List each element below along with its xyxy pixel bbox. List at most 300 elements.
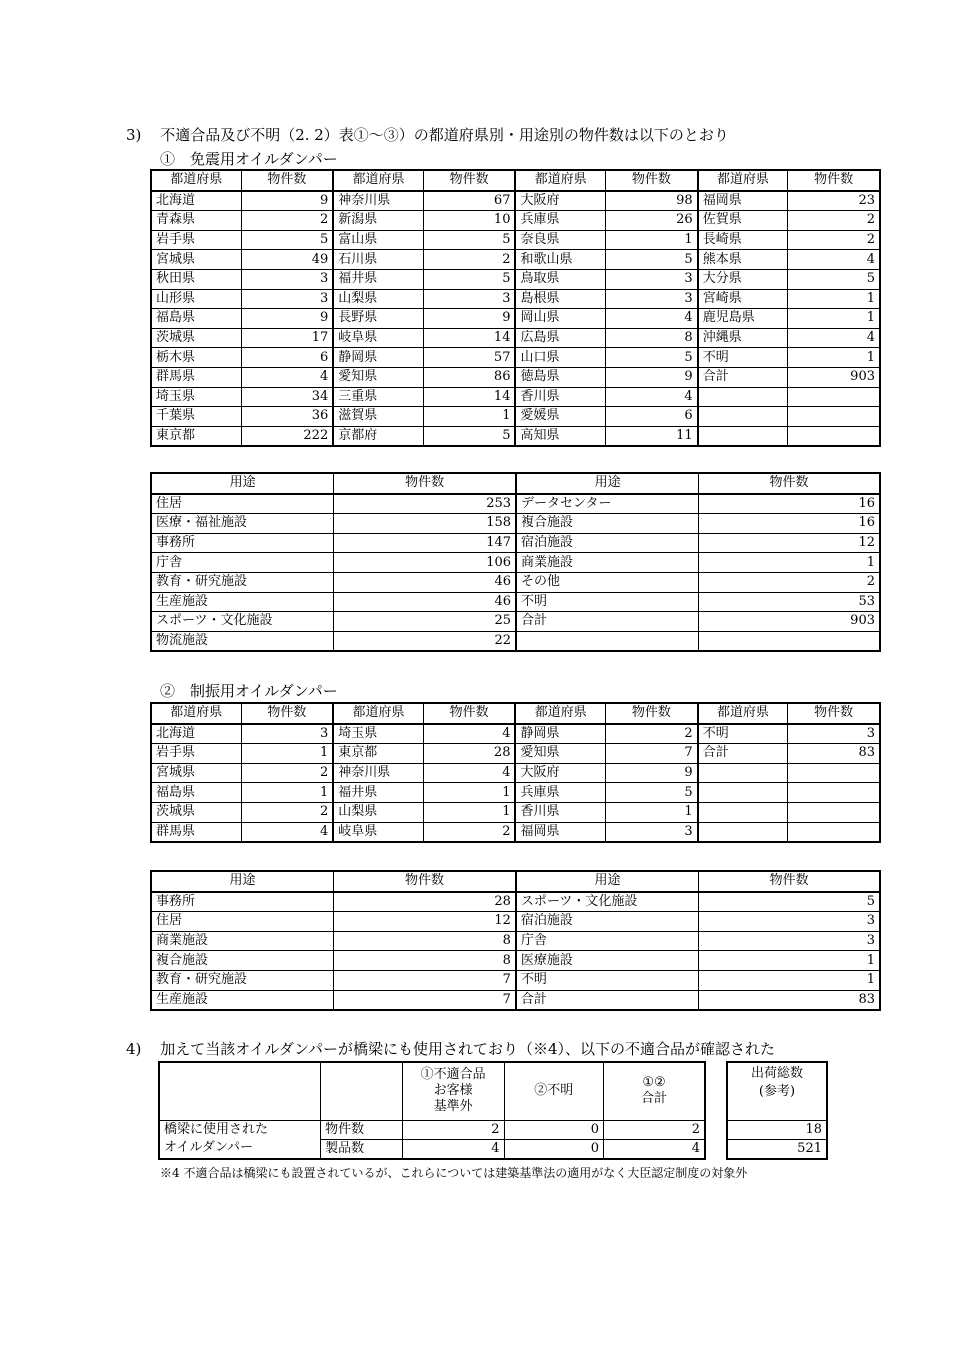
header-shipment: [727, 1062, 827, 1120]
value-cell: 2: [604, 1120, 705, 1139]
count-cell: 4: [788, 250, 880, 270]
table-row: [151, 269, 880, 289]
label-cell: 不明: [698, 724, 788, 744]
label-cell: 福島県: [151, 783, 241, 803]
count-cell: 14: [423, 387, 515, 407]
label-cell: 鹿児島県: [698, 309, 788, 329]
label-cell: 住居: [151, 494, 334, 514]
count-cell: 1: [241, 744, 333, 764]
table-row: [151, 494, 880, 514]
label-cell: スポーツ・文化施設: [516, 892, 699, 912]
header-prefecture: 都道府県: [698, 703, 788, 724]
count-cell: 106: [334, 553, 516, 573]
label-cell: 茨城県: [151, 802, 241, 822]
label-cell: 岡山県: [515, 309, 605, 329]
table-1-use: [150, 472, 881, 652]
label-cell: 物流施設: [151, 631, 334, 651]
section-title: 加えて当該オイルダンパーが橋梁にも使用されており（※4）、以下の不適合品が確認された: [160, 1040, 775, 1058]
row-type: 物件数: [321, 1120, 403, 1139]
label-cell: 複合施設: [516, 514, 699, 534]
label-cell: 岐阜県: [333, 328, 423, 348]
label-cell: 広島県: [515, 328, 605, 348]
count-cell: 3: [699, 912, 880, 932]
label-cell: 群馬県: [151, 822, 241, 842]
count-cell: 46: [334, 592, 516, 612]
count-cell: [788, 802, 880, 822]
count-cell: 28: [423, 744, 515, 764]
label-cell: 愛知県: [333, 367, 423, 387]
label-cell: 山形県: [151, 289, 241, 309]
label-cell: 生産施設: [151, 990, 334, 1010]
label-cell: 福岡県: [698, 191, 788, 211]
header-total: [604, 1062, 705, 1120]
count-cell: 3: [606, 822, 698, 842]
count-cell: 5: [423, 269, 515, 289]
label-cell: [698, 783, 788, 803]
header-count: 物件数: [788, 703, 880, 724]
header-prefecture: 都道府県: [698, 170, 788, 191]
label-cell: [698, 426, 788, 446]
header-line: 合計: [641, 1091, 668, 1107]
label-cell: 熊本県: [698, 250, 788, 270]
label-cell: 兵庫県: [515, 211, 605, 231]
label-cell: 山口県: [515, 348, 605, 368]
table-row: [151, 367, 880, 387]
label-cell: 青森県: [151, 211, 241, 231]
header-line: (参考): [758, 1084, 796, 1099]
table-row: [151, 970, 880, 990]
count-cell: 3: [423, 289, 515, 309]
header-prefecture: 都道府県: [151, 170, 241, 191]
count-cell: 4: [241, 822, 333, 842]
count-cell: [788, 426, 880, 446]
count-cell: 1: [788, 348, 880, 368]
count-cell: 4: [423, 763, 515, 783]
label-cell: 千葉県: [151, 407, 241, 427]
label-cell: 合計: [698, 367, 788, 387]
count-cell: 2: [241, 802, 333, 822]
count-cell: 9: [606, 367, 698, 387]
value-cell: 0: [504, 1120, 604, 1139]
label-cell: 島根県: [515, 289, 605, 309]
count-cell: 83: [699, 990, 880, 1010]
label-cell: 茨城県: [151, 328, 241, 348]
count-cell: 5: [606, 348, 698, 368]
header-count: 物件数: [606, 703, 698, 724]
header-unknown: ②不明: [504, 1062, 604, 1120]
count-cell: 9: [241, 191, 333, 211]
count-cell: 1: [606, 802, 698, 822]
label-cell: [698, 387, 788, 407]
header-prefecture: 都道府県: [515, 703, 605, 724]
count-cell: 6: [241, 348, 333, 368]
count-cell: 4: [241, 367, 333, 387]
label-cell: 大分県: [698, 269, 788, 289]
count-cell: 1: [788, 309, 880, 329]
count-cell: 147: [334, 533, 516, 553]
count-cell: 9: [606, 763, 698, 783]
header-prefecture: 都道府県: [333, 170, 423, 191]
label-cell: 医療・福祉施設: [151, 514, 334, 534]
count-cell: 5: [423, 230, 515, 250]
header-count: 物件数: [788, 170, 880, 191]
label-cell: 兵庫県: [515, 783, 605, 803]
count-cell: 49: [241, 250, 333, 270]
count-cell: 7: [606, 744, 698, 764]
count-cell: [788, 407, 880, 427]
label-cell: 愛媛県: [515, 407, 605, 427]
label-cell: 鳥取県: [515, 269, 605, 289]
label-cell: 新潟県: [333, 211, 423, 231]
header-prefecture: 都道府県: [151, 703, 241, 724]
label-cell: 福島県: [151, 309, 241, 329]
header-count: 物件数: [699, 871, 880, 892]
section-number: 4): [126, 1040, 142, 1058]
count-cell: 1: [606, 230, 698, 250]
label-cell: 不明: [516, 970, 699, 990]
count-cell: [699, 631, 880, 651]
table-row: [151, 763, 880, 783]
label-cell: 事務所: [151, 533, 334, 553]
count-cell: 2: [606, 724, 698, 744]
label-cell: 和歌山県: [515, 250, 605, 270]
table-row: [151, 592, 880, 612]
label-cell: 大阪府: [515, 191, 605, 211]
count-cell: 2: [241, 763, 333, 783]
label-cell: 香川県: [515, 387, 605, 407]
table-row: [151, 230, 880, 250]
label-cell: 生産施設: [151, 592, 334, 612]
table-row: [151, 724, 880, 744]
bridge-table: [158, 1061, 706, 1160]
count-cell: 1: [699, 951, 880, 971]
label-cell: 東京都: [333, 744, 423, 764]
count-cell: 67: [423, 191, 515, 211]
count-cell: 4: [606, 309, 698, 329]
label-cell: 山梨県: [333, 802, 423, 822]
count-cell: 5: [423, 426, 515, 446]
count-cell: 98: [606, 191, 698, 211]
row-type: 製品数: [321, 1139, 403, 1159]
label-cell: 埼玉県: [333, 724, 423, 744]
table-row: [151, 822, 880, 842]
label-cell: [698, 407, 788, 427]
shipment-value: 521: [727, 1139, 827, 1159]
label-cell: 宮崎県: [698, 289, 788, 309]
label-cell: 長野県: [333, 309, 423, 329]
count-cell: 12: [699, 533, 880, 553]
table-row: [151, 348, 880, 368]
label-cell: 宿泊施設: [516, 912, 699, 932]
label-cell: 京都府: [333, 426, 423, 446]
count-cell: 7: [334, 970, 516, 990]
count-cell: [788, 822, 880, 842]
header-use: 用途: [151, 473, 334, 494]
table-row: [151, 951, 880, 971]
label-cell: [516, 631, 699, 651]
label-cell: 岐阜県: [333, 822, 423, 842]
count-cell: 26: [606, 211, 698, 231]
header-count: 物件数: [699, 473, 880, 494]
label-cell: 愛知県: [515, 744, 605, 764]
count-cell: 4: [606, 387, 698, 407]
count-cell: 5: [606, 250, 698, 270]
count-cell: 2: [423, 822, 515, 842]
count-cell: 4: [788, 328, 880, 348]
label-cell: 神奈川県: [333, 763, 423, 783]
label-cell: 医療施設: [516, 951, 699, 971]
count-cell: 2: [423, 250, 515, 270]
count-cell: 9: [241, 309, 333, 329]
table-row: [151, 572, 880, 592]
count-cell: 2: [241, 211, 333, 231]
label-cell: 滋賀県: [333, 407, 423, 427]
label-cell: 山梨県: [333, 289, 423, 309]
count-cell: 3: [241, 269, 333, 289]
label-cell: 商業施設: [151, 931, 334, 951]
label-cell: 石川県: [333, 250, 423, 270]
label-cell: その他: [516, 572, 699, 592]
label-cell: スポーツ・文化施設: [151, 612, 334, 632]
value-cell: 2: [402, 1120, 504, 1139]
table-row: [151, 990, 880, 1010]
label-cell: 東京都: [151, 426, 241, 446]
count-cell: 3: [788, 724, 880, 744]
label-cell: 徳島県: [515, 367, 605, 387]
header-nonconforming: [402, 1062, 504, 1120]
count-cell: 3: [606, 269, 698, 289]
table-row: [151, 912, 880, 932]
header-count: 物件数: [241, 703, 333, 724]
subsection-1-label: ① 免震用オイルダンパー: [160, 150, 338, 168]
label-cell: 富山県: [333, 230, 423, 250]
count-cell: 10: [423, 211, 515, 231]
label-cell: 宿泊施設: [516, 533, 699, 553]
header-use: 用途: [516, 871, 699, 892]
label-cell: 長崎県: [698, 230, 788, 250]
count-cell: 9: [423, 309, 515, 329]
label-cell: 教育・研究施設: [151, 572, 334, 592]
section-4-heading: [126, 1038, 775, 1059]
count-cell: 2: [699, 572, 880, 592]
table-row: [151, 553, 880, 573]
table-row: [151, 802, 880, 822]
table-2-prefecture: [150, 702, 881, 843]
header-line: 出荷総数: [750, 1066, 803, 1081]
empty-cell: [321, 1062, 403, 1120]
count-cell: 222: [241, 426, 333, 446]
count-cell: 5: [241, 230, 333, 250]
table-row: [151, 328, 880, 348]
label-cell: 岩手県: [151, 230, 241, 250]
count-cell: 253: [334, 494, 516, 514]
count-cell: 34: [241, 387, 333, 407]
label-cell: 埼玉県: [151, 387, 241, 407]
label-cell: 合計: [698, 744, 788, 764]
count-cell: 12: [334, 912, 516, 932]
value-cell: 4: [604, 1139, 705, 1159]
label-cell: 庁舎: [516, 931, 699, 951]
count-cell: 2: [788, 211, 880, 231]
count-cell: 83: [788, 744, 880, 764]
count-cell: 1: [699, 970, 880, 990]
value-cell: 0: [504, 1139, 604, 1159]
count-cell: 158: [334, 514, 516, 534]
count-cell: 86: [423, 367, 515, 387]
header-prefecture: 都道府県: [333, 703, 423, 724]
header-line: 基準外: [433, 1099, 473, 1115]
label-cell: 福井県: [333, 783, 423, 803]
table-row: [151, 211, 880, 231]
label-cell: 宮城県: [151, 763, 241, 783]
label-cell: 教育・研究施設: [151, 970, 334, 990]
count-cell: [788, 387, 880, 407]
count-cell: 2: [788, 230, 880, 250]
count-cell: 3: [241, 289, 333, 309]
subsection-2-label: ② 制振用オイルダンパー: [160, 682, 338, 700]
label-cell: 岩手県: [151, 744, 241, 764]
label-cell: 秋田県: [151, 269, 241, 289]
table-2-use: [150, 870, 881, 1011]
count-cell: 8: [334, 951, 516, 971]
table-row: [151, 289, 880, 309]
count-cell: 6: [606, 407, 698, 427]
label-cell: 合計: [516, 612, 699, 632]
table-row: [151, 309, 880, 329]
count-cell: 16: [699, 514, 880, 534]
count-cell: 3: [241, 724, 333, 744]
label-cell: 沖縄県: [698, 328, 788, 348]
count-cell: 36: [241, 407, 333, 427]
row-label-line: オイルダンパー: [164, 1140, 254, 1155]
header-count: 物件数: [606, 170, 698, 191]
shipment-table: [726, 1061, 828, 1160]
label-cell: 佐賀県: [698, 211, 788, 231]
header-count: 物件数: [423, 703, 515, 724]
count-cell: 4: [423, 724, 515, 744]
count-cell: 5: [699, 892, 880, 912]
count-cell: 23: [788, 191, 880, 211]
label-cell: 庁舎: [151, 553, 334, 573]
count-cell: 28: [334, 892, 516, 912]
count-cell: 16: [699, 494, 880, 514]
label-cell: 神奈川県: [333, 191, 423, 211]
count-cell: 903: [699, 612, 880, 632]
count-cell: 7: [334, 990, 516, 1010]
count-cell: 1: [241, 783, 333, 803]
label-cell: 合計: [516, 990, 699, 1010]
empty-cell: [159, 1062, 321, 1120]
count-cell: 8: [606, 328, 698, 348]
count-cell: 25: [334, 612, 516, 632]
label-cell: 奈良県: [515, 230, 605, 250]
table-row: [151, 612, 880, 632]
count-cell: 14: [423, 328, 515, 348]
count-cell: [788, 783, 880, 803]
table-row: [151, 783, 880, 803]
table-row: [151, 191, 880, 211]
row-label: [159, 1120, 321, 1159]
label-cell: 静岡県: [333, 348, 423, 368]
label-cell: 群馬県: [151, 367, 241, 387]
label-cell: 事務所: [151, 892, 334, 912]
header-use: 用途: [516, 473, 699, 494]
label-cell: 香川県: [515, 802, 605, 822]
label-cell: 複合施設: [151, 951, 334, 971]
label-cell: 高知県: [515, 426, 605, 446]
label-cell: 静岡県: [515, 724, 605, 744]
label-cell: 宮城県: [151, 250, 241, 270]
label-cell: [698, 822, 788, 842]
count-cell: 3: [699, 931, 880, 951]
count-cell: [788, 763, 880, 783]
header-count: 物件数: [241, 170, 333, 191]
table-row: [151, 631, 880, 651]
table-row: [151, 744, 880, 764]
count-cell: 1: [788, 289, 880, 309]
count-cell: 17: [241, 328, 333, 348]
footnote: ※4 不適合品は橋梁にも設置されているが、これらについては建築基準法の適用がなく大臣認定制度の対象外: [160, 1166, 748, 1180]
count-cell: 53: [699, 592, 880, 612]
header-line: ①不適合品: [420, 1067, 486, 1083]
count-cell: 57: [423, 348, 515, 368]
count-cell: 22: [334, 631, 516, 651]
table-row: [151, 514, 880, 534]
count-cell: 1: [423, 783, 515, 803]
label-cell: 福岡県: [515, 822, 605, 842]
label-cell: 福井県: [333, 269, 423, 289]
header-prefecture: 都道府県: [515, 170, 605, 191]
table-row: [151, 892, 880, 912]
table-row: [151, 533, 880, 553]
label-cell: 北海道: [151, 191, 241, 211]
label-cell: 不明: [516, 592, 699, 612]
header-count: 物件数: [334, 473, 516, 494]
count-cell: 1: [423, 407, 515, 427]
table-row: [151, 250, 880, 270]
table-row: [151, 426, 880, 446]
shipment-value: 18: [727, 1120, 827, 1139]
label-cell: 三重県: [333, 387, 423, 407]
count-cell: 5: [788, 269, 880, 289]
count-cell: 1: [423, 802, 515, 822]
count-cell: 8: [334, 931, 516, 951]
count-cell: 5: [606, 783, 698, 803]
table-row: [151, 931, 880, 951]
value-cell: 4: [402, 1139, 504, 1159]
count-cell: 903: [788, 367, 880, 387]
label-cell: 住居: [151, 912, 334, 932]
table-1-prefecture: [150, 169, 881, 447]
header-count: 物件数: [334, 871, 516, 892]
header-line: お客様: [433, 1083, 473, 1099]
header-line: ①②: [642, 1075, 666, 1091]
row-label-line: 橋梁に使用された: [164, 1122, 269, 1137]
count-cell: 1: [699, 553, 880, 573]
count-cell: 3: [606, 289, 698, 309]
label-cell: 不明: [698, 348, 788, 368]
label-cell: 商業施設: [516, 553, 699, 573]
section-3-heading: [126, 124, 729, 145]
label-cell: 北海道: [151, 724, 241, 744]
label-cell: [698, 763, 788, 783]
label-cell: データセンター: [516, 494, 699, 514]
section-number: 3): [126, 126, 142, 144]
count-cell: 11: [606, 426, 698, 446]
label-cell: 大阪府: [515, 763, 605, 783]
table-row: [151, 407, 880, 427]
table-row: [151, 387, 880, 407]
